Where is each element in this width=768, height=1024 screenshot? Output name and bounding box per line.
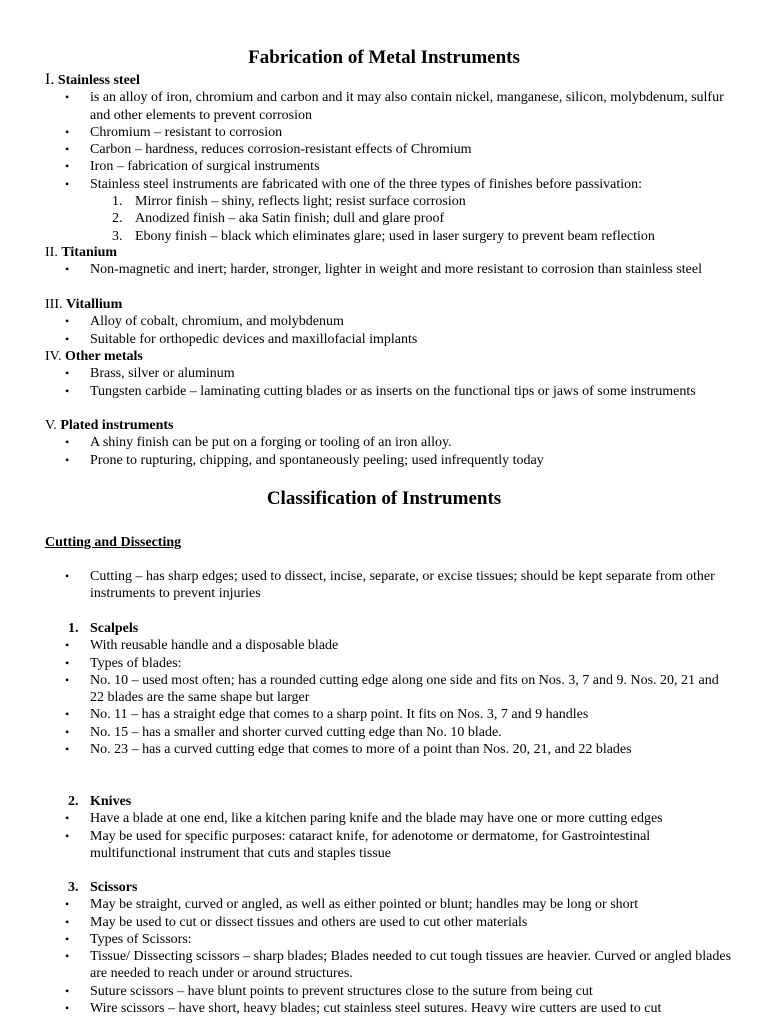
roman-numeral: I. [45,71,55,88]
item-number: 3. [112,228,123,244]
section-vitallium [45,296,735,348]
list-item: • Types of blades: [45,655,735,672]
bullet-list [45,89,735,193]
numbered-heading [45,793,735,810]
section-scalpels [45,620,735,758]
list-item: • Non-magnetic and inert; harder, stronger, lighter in weight and more resistant to corrosion than stainless steel [45,261,735,278]
list-item: • May be used for specific purposes: cataract knife, for adenotome or dermatome, for Gastrointestinal multifunctional instrument that cuts and staples tissue [45,828,735,863]
bullet-list [45,261,735,278]
list-item [45,193,735,210]
numbered-list [45,193,735,245]
numbered-heading [45,620,735,637]
bullet-list [45,637,735,758]
list-item: • No. 10 – used most often; has a rounded cutting edge along one side and fits on Nos. 3, 7 and 9. Nos. 20, 21 and 22 blades are the same shape but larger [45,672,735,707]
section-title: Stainless steel [57,73,140,88]
item-text: Ebony finish – black which eliminates glare; used in laser surgery to prevent beam reflection [135,228,655,244]
item-number: 2. [112,211,123,227]
list-item: • With reusable handle and a disposable blade [45,637,735,654]
list-item: • May be straight, curved or angled, as well as either pointed or blunt; handles may be long or short [45,896,735,913]
section-heading [45,296,735,313]
numbered-heading [45,879,735,896]
bullet-list [45,434,735,469]
list-item [45,228,735,245]
section-heading [45,71,735,89]
list-item: • A shiny finish can be put on a forging or tooling of an iron alloy. [45,434,735,451]
list-item: • Tissue/ Dissecting scissors – sharp blades; Blades needed to cut tough tissues are heavier. Curved or angled blades are needed to reach under or around structures. [45,948,735,983]
heading-text: Scalpels [90,621,139,636]
bullet-list [45,568,735,603]
section-knives [45,793,735,862]
section-titanium [45,244,735,279]
list-item: • Carbon – hardness, reduces corrosion-resistant effects of Chromium [45,141,735,158]
roman-numeral: V. [45,418,57,433]
heading-number: 1. [68,621,79,636]
list-item: • May be used to cut or dissect tissues and others are used to cut other materials [45,914,735,931]
roman-numeral: IV. [45,349,62,364]
list-item: • is an alloy of iron, chromium and carbon and it may also contain nickel, manganese, silicon, molybdenum, sulfur and other elements to prevent corrosion [45,89,735,124]
list-item: • Tungsten carbide – laminating cutting blades or as inserts on the functional tips or jaws of some instruments [45,383,735,400]
list-item: • Types of Scissors: [45,931,735,948]
heading-text: Knives [90,794,132,809]
heading-text: Scissors [90,880,138,895]
roman-numeral: II. [45,245,58,260]
section-heading [45,244,735,261]
list-item: • Wire scissors – have short, heavy blades; cut stainless steel sutures. Heavy wire cutters are used to cut [45,1000,735,1017]
list-item [45,210,735,227]
heading-number: 2. [68,794,79,809]
list-item: • Chromium – resistant to corrosion [45,124,735,141]
list-item: • No. 23 – has a curved cutting edge that comes to more of a point than Nos. 20, 21, and 22 blades [45,741,735,758]
section-heading [45,348,735,365]
list-item: • Iron – fabrication of surgical instruments [45,158,735,175]
section-other-metals [45,348,735,400]
list-item: • Alloy of cobalt, chromium, and molybdenum [45,313,735,330]
list-item: • Brass, silver or aluminum [45,365,735,382]
item-text: Anodized finish – aka Satin finish; dull and glare proof [135,211,445,227]
section-title: Titanium [61,245,118,260]
section-title: Vitallium [66,297,123,312]
bullet-list [45,365,735,400]
section-plated-instruments [45,417,735,469]
section-title: Other metals [64,349,143,364]
list-item: • Prone to rupturing, chipping, and spontaneously peeling; used infrequently today [45,452,735,469]
section-stainless-steel [45,71,735,245]
list-item: • Cutting – has sharp edges; used to dissect, incise, separate, or excise tissues; should be kept separate from other instruments to prevent injuries [45,568,735,603]
section-title: Plated instruments [60,418,174,433]
heading-number: 3. [68,880,79,895]
list-item: • Suture scissors – have blunt points to prevent structures close to the suture from being cut [45,983,735,1000]
page-title: Fabrication of Metal Instruments [248,47,520,68]
bullet-list [45,896,735,1017]
list-item: • Suitable for orthopedic devices and maxillofacial implants [45,331,735,348]
list-item: • No. 11 – has a straight edge that comes to a sharp point. It fits on Nos. 3, 7 and 9 handles [45,706,735,723]
list-item: • Stainless steel instruments are fabricated with one of the three types of finishes before passivation: [45,176,735,193]
roman-numeral: III. [45,297,63,312]
list-item: • Have a blade at one end, like a kitchen paring knife and the blade may have one or more cutting edges [45,810,735,827]
cutting-bullets [45,568,735,603]
section-main-title: Classification of Instruments [266,488,502,509]
subsection-heading: Cutting and Dissecting [45,535,182,550]
section-cutting-dissecting [45,534,735,551]
section-scissors [45,879,735,1017]
item-number: 1. [112,194,123,210]
section-heading [45,417,735,434]
list-item: • No. 15 – has a smaller and shorter curved cutting edge than No. 10 blade. [45,724,735,741]
bullet-list [45,313,735,348]
item-text: Mirror finish – shiny, reflects light; resist surface corrosion [135,194,466,210]
bullet-list [45,810,735,862]
